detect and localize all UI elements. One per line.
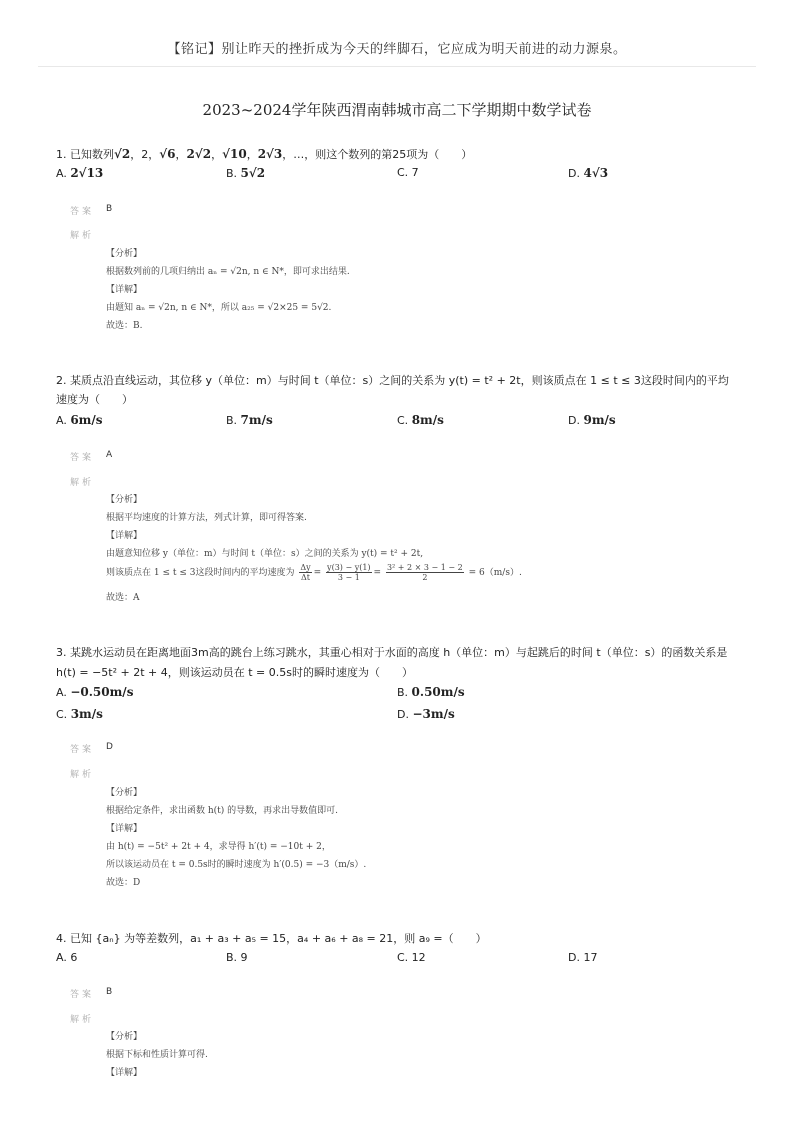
q2-option-c: C. 8m/s [397,413,444,427]
q2-analysis-line: 故选：A [106,593,140,603]
q4-option-b: B. 9 [226,951,248,964]
q1-analysis-line: 【分析】 [106,249,143,259]
analysis-label: 解析 [70,478,95,488]
answer-label: 答案 [70,453,95,463]
q4-option-d: D. 17 [568,951,598,964]
q1-option-a: A. 2√13 [56,166,104,180]
fraction: $\frac{\Delta y}{\Delta t}$ [300,563,311,582]
q3-option-c: C. 3m/s [56,707,103,721]
q3-option-a: A. −0.50m/s [56,685,134,699]
answer-label: 答案 [70,207,95,217]
answer-label: 答案 [70,990,95,1000]
analysis-label: 解析 [70,1015,95,1025]
question-4-stem: 4. 已知 {aₙ} 为等差数列，a₁ + a₃ + a₅ = 15，a₄ + a₆ + a₈ = 21，则 a₉ =（ ） [56,932,487,945]
page-title: 2023~2024学年陕西渭南韩城市高二下学期期中数学试卷 [202,101,592,119]
q1-analysis-line: 由题知 aₙ = √2n, n ∈ N*，所以 a₂₅ = √2×25 = 5√2. [106,303,332,313]
q2-option-a: A. 6m/s [56,413,103,427]
q3-analysis-line: 由 h(t) = −5t² + 2t + 4，求导得 h′(t) = −10t + 2， [106,842,331,852]
q1-option-c: C. 7 [397,166,419,179]
q4-option-c: C. 12 [397,951,426,964]
q2-option-d: D. 9m/s [568,413,616,427]
q3-analysis-line: 所以该运动员在 t = 0.5s时的瞬时速度为 h′(0.5) = −3（m/s）. [106,860,367,870]
q3-analysis-line: 故选：D [106,878,141,888]
motto-banner: 【铭记】别让昨天的挫折成为今天的绊脚石，它应成为明天前进的动力源泉。 [167,42,627,57]
q1-analysis-line: 根据数列前的几项归纳出 aₙ = √2n, n ∈ N*，即可求出结果. [106,267,350,277]
question-2-stem-cont: 速度为（ ） [56,393,133,406]
analysis-label: 解析 [70,770,95,780]
question-2-stem: 2. 某质点沿直线运动，其位移 y（单位：m）与时间 t（单位：s）之间的关系为 y(t) = t² + 2t，则该质点在 1 ≤ t ≤ 3这段时间内的平均 [56,374,729,387]
q2-analysis-line: 【详解】 [106,531,143,541]
q3-option-d: D. −3m/s [397,707,455,721]
q4-analysis-line: 【分析】 [106,1032,143,1042]
q3-option-b: B. 0.50m/s [397,685,465,699]
q3-analysis-line: 【分析】 [106,788,143,798]
q2-option-b: B. 7m/s [226,413,273,427]
analysis-label: 解析 [70,231,95,241]
fraction: $\frac{y(3) - y(1)}{3 - 1}$ [327,563,371,582]
question-1-stem: 1. 已知数列√2，2，√6，2√2，√10，2√3，…，则这个数列的第25项为（ ） [56,147,473,161]
q1-option-b: B. 5√2 [226,166,266,180]
q2-analysis-line: 由题意知位移 y（单位：m）与时间 t（单位：s）之间的关系为 y(t) = t² + 2t, [106,549,424,559]
fraction: $\frac{\text{3² + 2 × 3 − 1 − 2}}{2}$ [386,563,463,582]
q3-analysis-line: 【详解】 [106,824,143,834]
q2-analysis-line: 【分析】 [106,495,143,505]
answer-label: 答案 [70,745,95,755]
q4-option-a: A. 6 [56,951,78,964]
q1-analysis-line: 故选：B. [106,321,143,331]
q1-analysis-line: 【详解】 [106,285,143,295]
q3-answer: D [106,742,113,752]
question-3-stem: 3. 某跳水运动员在距离地面3m高的跳台上练习跳水，其重心相对于水面的高度 h（单位：m）与起跳后的时间 t（单位：s）的函数关系是 [56,646,728,659]
q2-answer: A [106,450,113,460]
q1-option-d: D. 4√3 [568,166,609,180]
q4-analysis-line: 【详解】 [106,1068,143,1078]
question-3-stem-cont: h(t) = −5t² + 2t + 4，则该运动员在 t = 0.5s时的瞬时速度为（ ） [56,666,413,679]
q3-analysis-line: 根据给定条件，求出函数 h(t) 的导数，再求出导数值即可. [106,806,339,816]
q1-answer: B [106,204,113,214]
q4-analysis-line: 根据下标和性质计算可得. [106,1050,208,1060]
q2-analysis-formula: 则该质点在 1 ≤ t ≤ 3这段时间内的平均速度为 $\frac{\Delta y}{\Delta t}$ = $\frac{y(3) - y(1)}{3 - 1}$ = $\frac{\text{3² + 2 × 3 − 1 − 2}}{2}$ = 6（m/s）. [106,563,522,582]
q2-analysis-line: 根据平均速度的计算方法，列式计算，即可得答案. [106,513,307,523]
q4-answer: B [106,987,113,997]
divider [38,66,756,67]
